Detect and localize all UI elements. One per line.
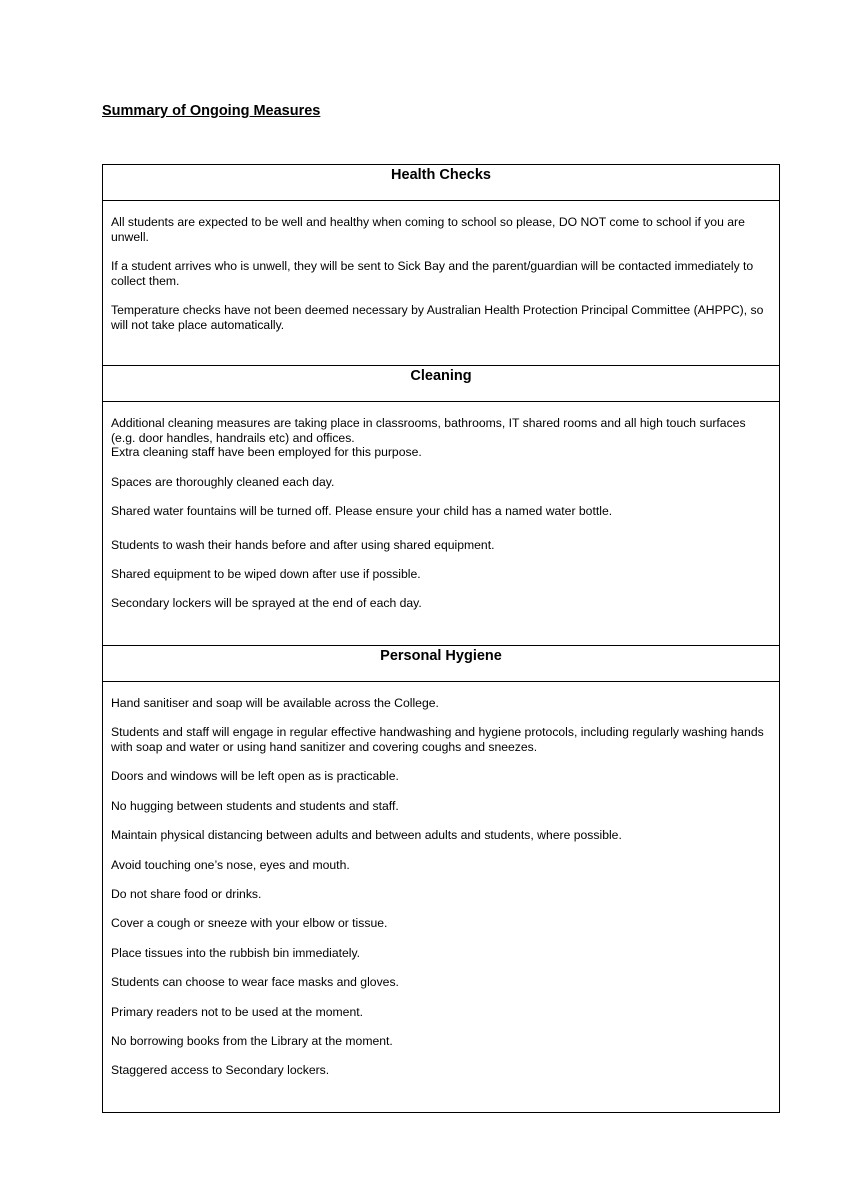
list-item: Shared equipment to be wiped down after use if possible.: [111, 566, 421, 581]
section-header-personal-hygiene: [103, 646, 780, 682]
list-item: Hand sanitiser and soap will be available across the College.: [111, 696, 439, 710]
section-heading: Personal Hygiene: [103, 646, 780, 682]
list-item: Do not share food or drinks.: [111, 886, 262, 901]
list-item: Maintain physical distancing between adults and between adults and students, where possible.: [111, 828, 622, 843]
list-item: If a student arrives who is unwell, they will be sent to Sick Bay and the parent/guardian will be contacted immediately to collect them.: [111, 258, 754, 288]
section-body-personal-hygiene: [103, 682, 780, 1113]
list-item: Cover a cough or sneeze with your elbow or tissue.: [111, 916, 388, 931]
list-item: Additional cleaning measures are taking place in classrooms, bathrooms, IT shared rooms and all high touch surfaces (e.g. door handles, handrails etc) and offices.: [111, 416, 746, 445]
list-item: Staggered access to Secondary lockers.: [111, 1063, 330, 1078]
list-item: Avoid touching one’s nose, eyes and mouth.: [111, 857, 350, 872]
list-item: No hugging between students and students and staff.: [111, 798, 399, 813]
list-item: Spaces are thoroughly cleaned each day.: [111, 474, 335, 489]
page-title: Summary of Ongoing Measures: [102, 103, 321, 119]
list-item: Place tissues into the rubbish bin immediately.: [111, 945, 361, 960]
list-item: Extra cleaning staff have been employed for this purpose.: [111, 445, 422, 460]
section-header-health-checks: [103, 165, 780, 201]
list-item: Students and staff will engage in regular effective handwashing and hygiene protocols, including regularly washing hands with soap and water or using hand sanitizer and covering coughs and sneezes.: [111, 725, 764, 754]
list-item: All students are expected to be well and healthy when coming to school so please, DO NOT come to school if you are unwell.: [111, 215, 745, 244]
list-item: Students can choose to wear face masks and gloves.: [111, 975, 399, 990]
section-body-cleaning: [103, 402, 780, 646]
section-heading: Cleaning: [103, 366, 780, 402]
list-item: Secondary lockers will be sprayed at the end of each day.: [111, 596, 422, 611]
list-item: Shared water fountains will be turned off. Please ensure your child has a named water bottle.: [111, 503, 613, 518]
section-header-cleaning: [103, 366, 780, 402]
section-body-health-checks: [103, 201, 780, 366]
list-item: Students to wash their hands before and after using shared equipment.: [111, 537, 495, 552]
list-item: No borrowing books from the Library at the moment.: [111, 1033, 393, 1048]
section-heading: Health Checks: [103, 165, 780, 201]
measures-table: [102, 164, 780, 1113]
list-item: Doors and windows will be left open as is practicable.: [111, 769, 399, 784]
list-item: Temperature checks have not been deemed necessary by Australian Health Protection Principal Committee (AHPPC), so will not take place automatically.: [111, 302, 764, 332]
list-item: Primary readers not to be used at the moment.: [111, 1004, 363, 1019]
